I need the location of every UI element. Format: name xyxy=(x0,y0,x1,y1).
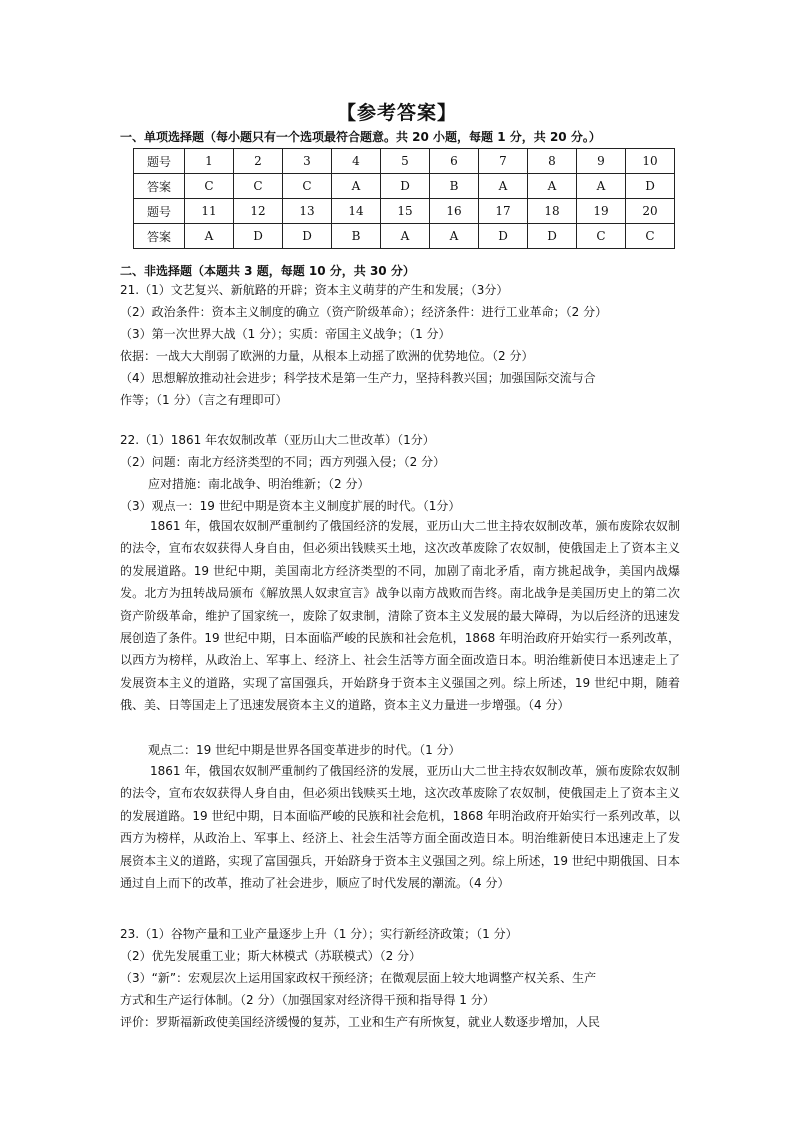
q21-line: （4）思想解放推动社会进步；科学技术是第一生产力，坚持科教兴国；加强国际交流与合 xyxy=(120,371,596,385)
table-cell: 答案 xyxy=(134,174,185,199)
table-cell: 4 xyxy=(332,149,381,174)
q21-line: 作等；（1 分）（言之有理即可） xyxy=(120,393,288,407)
table-cell: 2 xyxy=(234,149,283,174)
q22-paragraph-two xyxy=(120,760,680,894)
table-cell: 3 xyxy=(283,149,332,174)
q21-line: （2）政治条件：资本主义制度的确立（资产阶级革命）；经济条件：进行工业革命；（2 分） xyxy=(120,305,608,319)
table-cell: 8 xyxy=(528,149,577,174)
table-cell: C xyxy=(185,174,234,199)
table-cell: 6 xyxy=(430,149,479,174)
table-cell: 20 xyxy=(626,199,675,224)
table-cell: 16 xyxy=(430,199,479,224)
table-cell: D xyxy=(283,224,332,249)
page-title: 【参考答案】 xyxy=(336,102,457,124)
table-cell: 14 xyxy=(332,199,381,224)
table-cell: 15 xyxy=(381,199,430,224)
table-row xyxy=(134,199,675,224)
table-cell: 17 xyxy=(479,199,528,224)
table-cell: 题号 xyxy=(134,199,185,224)
table-cell: A xyxy=(332,174,381,199)
table-cell: 12 xyxy=(234,199,283,224)
q23-line: 评价：罗斯福新政使美国经济缓慢的复苏，工业和生产有所恢复，就业人数逐步增加，人民 xyxy=(120,1015,601,1029)
table-cell: C xyxy=(234,174,283,199)
table-cell: 答案 xyxy=(134,224,185,249)
table-cell: 题号 xyxy=(134,149,185,174)
paragraph-text: 1861 年，俄国农奴制严重制约了俄国经济的发展，亚历山大二世主持农奴制改革，颁布废除农奴制的法令，宣布农奴获得人身自由，但必须出钱赎买土地，这次改革废除了农奴制，使俄国走上了资本主义的发展道路。19 世纪中期，美国南北方经济类型的不同，加剧了南北矛盾，南方挑起战争，美国内战爆发。北方为扭转战局颁布《解放黑人奴隶宣言》战争以南方战败而告终。南北战争是美国历史上的第二次资产阶级革命，维护了国家统一，废除了奴隶制，清除了资本主义发展的最大障碍，为以后经济的迅速发展创造了条件。19 世纪中期，日本面临严峻的民族和社会危机，1868 年明治政府开始实行一系列改革，以西方为榜样，从政治上、军事上、经济上、社会生活等方面全面改造日本。明治维新使日本迅速走上了发展资本主义的道路，实现了富国强兵，开始跻身于资本主义强国之列。综上所述，19 世纪中期，随着俄、美、日等国走上了迅速发展资本主义的道路，资本主义力量进一步增强。（4 分） xyxy=(120,519,680,713)
table-cell: B xyxy=(430,174,479,199)
table-cell: D xyxy=(479,224,528,249)
table-row xyxy=(134,174,675,199)
q23-line: 23.（1）谷物产量和工业产量逐步上升（1 分）；实行新经济政策；（1 分） xyxy=(120,927,518,941)
q21-line: （3）第一次世界大战（1 分）；实质：帝国主义战争；（1 分） xyxy=(120,327,451,341)
q23-line: 方式和生产运行体制。（2 分）（加强国家对经济得干预和指导得 1 分） xyxy=(120,993,495,1007)
table-cell: D xyxy=(234,224,283,249)
table-cell: A xyxy=(479,174,528,199)
table-cell: A xyxy=(381,224,430,249)
table-cell: B xyxy=(332,224,381,249)
table-cell: 1 xyxy=(185,149,234,174)
q23-line: （3）“新”：宏观层次上运用国家政权干预经济；在微观层面上较大地调整产权关系、生产 xyxy=(120,971,597,985)
table-cell: 10 xyxy=(626,149,675,174)
table-cell: C xyxy=(577,224,626,249)
table-cell: 11 xyxy=(185,199,234,224)
table-row xyxy=(134,149,675,174)
table-cell: D xyxy=(528,224,577,249)
q23-line: （2）优先发展重工业；斯大林模式（苏联模式）（2 分） xyxy=(120,949,422,963)
table-cell: A xyxy=(430,224,479,249)
section-two-heading: 二、非选择题（本题共 3 题，每题 10 分，共 30 分） xyxy=(120,264,415,278)
table-row xyxy=(134,224,675,249)
table-cell: A xyxy=(528,174,577,199)
q22-line: 应对措施：南北战争、明治维新；（2 分） xyxy=(148,477,370,491)
table-cell: A xyxy=(185,224,234,249)
table-cell: D xyxy=(381,174,430,199)
q22-line: （3）观点一：19 世纪中期是资本主义制度扩展的时代。（1分） xyxy=(120,499,461,513)
table-cell: 19 xyxy=(577,199,626,224)
table-cell: A xyxy=(577,174,626,199)
q21-line: 依据：一战大大削弱了欧洲的力量，从根本上动摇了欧洲的优势地位。（2 分） xyxy=(120,349,534,363)
q22-line: 22.（1）1861 年农奴制改革（亚历山大二世改革）（1分） xyxy=(120,433,435,447)
table-cell: C xyxy=(283,174,332,199)
section-one-heading: 一、单项选择题（每小题只有一个选项最符合题意。共 20 小题，每题 1 分，共 20 分。） xyxy=(120,130,601,144)
table-cell: 7 xyxy=(479,149,528,174)
q22-paragraph-one xyxy=(120,515,680,717)
q22-line: （2）问题：南北方经济类型的不同；西方列强入侵；（2 分） xyxy=(120,455,446,469)
answer-table xyxy=(133,148,675,249)
table-cell: 13 xyxy=(283,199,332,224)
table-cell: 18 xyxy=(528,199,577,224)
table-cell: C xyxy=(626,224,675,249)
table-cell: D xyxy=(626,174,675,199)
q22-view-two: 观点二：19 世纪中期是世界各国变革进步的时代。（1 分） xyxy=(148,743,461,757)
table-cell: 9 xyxy=(577,149,626,174)
q21-line: 21.（1）文艺复兴、新航路的开辟；资本主义萌芽的产生和发展；（3分） xyxy=(120,283,509,297)
paragraph-text: 1861 年，俄国农奴制严重制约了俄国经济的发展，亚历山大二世主持农奴制改革，颁布废除农奴制的法令，宣布农奴获得人身自由，但必须出钱赎买土地，这次改革废除了农奴制，使俄国走上了资本主义的发展道路。19 世纪中期，日本面临严峻的民族和社会危机，1868 年明治政府开始实行一系列改革，以西方为榜样，从政治上、军事上、经济上、社会生活等方面全面改造日本。明治维新使日本迅速走上了发展资本主义的道路，实现了富国强兵，开始跻身于资本主义强国之列。综上所述，19 世纪中期俄国、日本通过自上而下的改革，推动了社会进步，顺应了时代发展的潮流。（4 分） xyxy=(120,764,680,891)
table-cell: 5 xyxy=(381,149,430,174)
